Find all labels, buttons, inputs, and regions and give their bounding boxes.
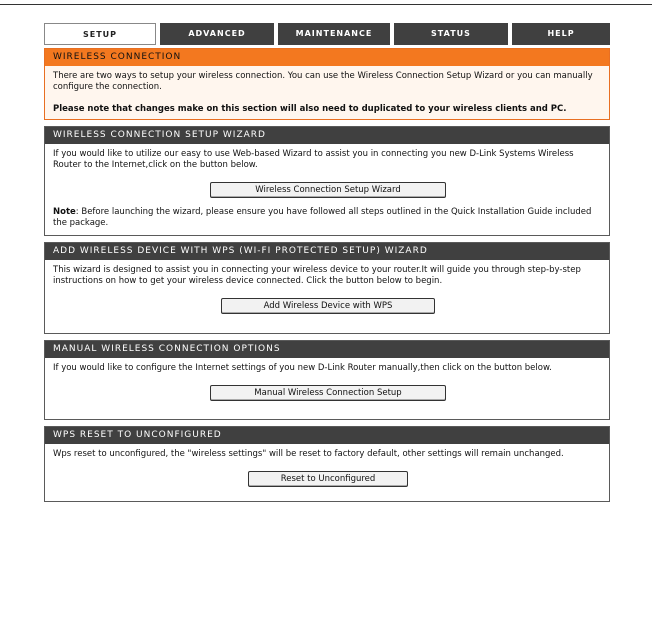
wireless-connection-title: WIRELESS CONNECTION [45,49,609,66]
tab-status[interactable]: STATUS [394,23,508,45]
wps-reset-panel [44,426,610,502]
wireless-connection-intro: There are two ways to setup your wireless connection. You can use the Wireless Connection Setup Wizard or you can manually configure the connection. [53,71,593,92]
wireless-connection-setup-wizard-button[interactable]: Wireless Connection Setup Wizard [210,182,446,198]
tab-setup[interactable]: SETUP [44,23,156,45]
router-setup-page [44,23,610,508]
main-tab-bar [44,23,610,45]
tab-advanced[interactable]: ADVANCED [160,23,274,45]
wireless-connection-notice: Please note that changes make on this section will also need to duplicated to your wireless clients and PC. [53,104,567,114]
manual-wireless-connection-setup-button[interactable]: Manual Wireless Connection Setup [210,385,446,401]
note-label: Note [53,207,76,217]
wps-wizard-panel [44,242,610,334]
setup-wizard-title: WIRELESS CONNECTION SETUP WIZARD [45,127,609,144]
wps-reset-description: Wps reset to unconfigured, the "wireless settings" will be reset to factory default, other settings will remain unchanged. [53,449,564,459]
note-text: : Before launching the wizard, please ensure you have followed all steps outlined in the Quick Installation Guide included the package. [53,207,592,228]
setup-wizard-description: If you would like to utilize our easy to use Web-based Wizard to assist you in connecting you new D-Link Systems Wireless Router to the Internet,click on the button below. [53,149,574,170]
manual-options-description: If you would like to configure the Internet settings of you new D-Link Router manually,then click on the button below. [53,363,552,373]
add-wireless-device-wps-button[interactable]: Add Wireless Device with WPS [221,298,435,314]
reset-to-unconfigured-button[interactable]: Reset to Unconfigured [248,471,408,487]
setup-wizard-panel [44,126,610,236]
manual-options-panel [44,340,610,420]
wps-reset-title: WPS RESET TO UNCONFIGURED [45,427,609,444]
wps-wizard-title: ADD WIRELESS DEVICE WITH WPS (WI-FI PROTECTED SETUP) WIZARD [45,243,609,260]
setup-wizard-note [53,207,603,229]
wps-wizard-description: This wizard is designed to assist you in connecting your wireless device to your router.It will guide you through step-by-step instructions on how to get your wireless device connected. Click the button below to begin. [53,265,581,286]
tab-maintenance[interactable]: MAINTENANCE [278,23,390,45]
manual-options-title: MANUAL WIRELESS CONNECTION OPTIONS [45,341,609,358]
top-divider-line [0,4,652,5]
tab-help[interactable]: HELP [512,23,610,45]
wireless-connection-panel [44,48,610,120]
